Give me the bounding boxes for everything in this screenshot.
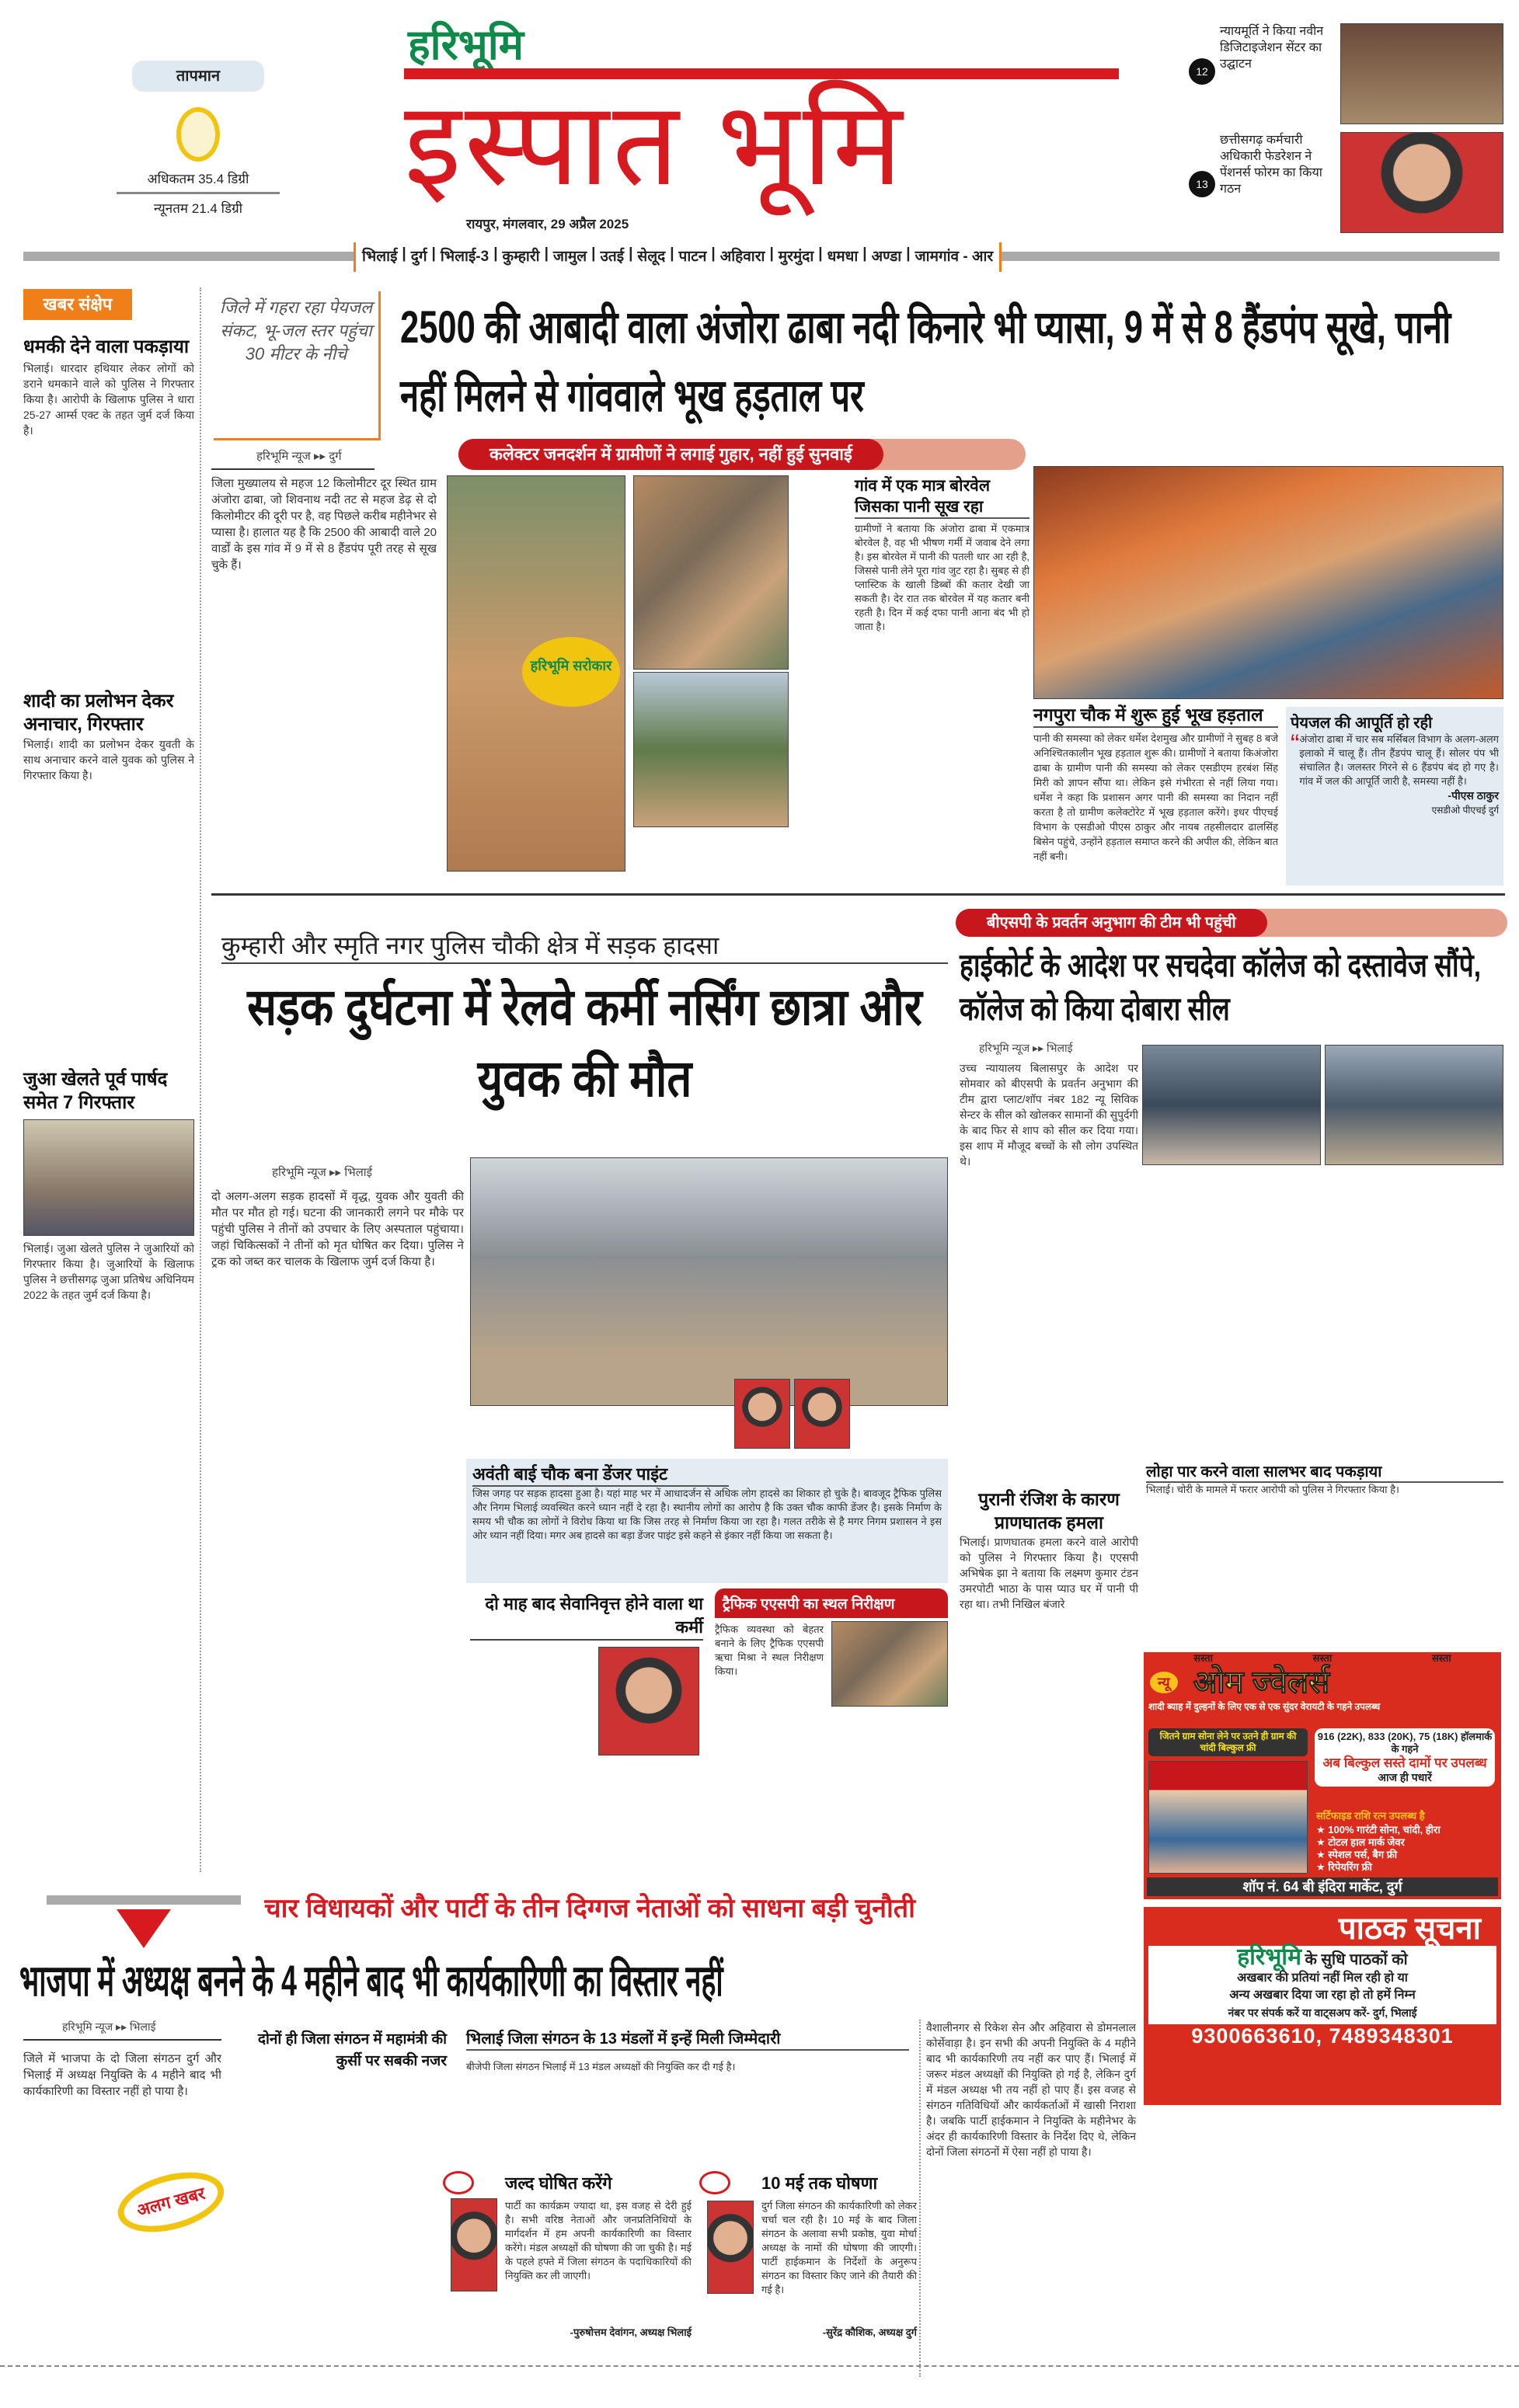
bjp-kicker: चार विधायकों और पार्टी के तीन दिग्गज नेताओं को साधना बड़ी चुनौती — [264, 1894, 915, 1923]
ad-tag: सस्ता — [1432, 1652, 1451, 1664]
brief-item[interactable] — [23, 690, 194, 1032]
brand-top: हरिभूमि — [408, 22, 524, 68]
speech-bubble-icon — [443, 2171, 474, 2194]
bjp-col2-body — [233, 2090, 447, 2167]
bjp-col3-title: भिलाई जिला संगठन के 13 मंडलों में इन्हें मिली जिम्मेदारी — [466, 2029, 909, 2051]
jewellers-ad[interactable] — [1144, 1652, 1501, 1899]
nav-separator: | — [769, 245, 774, 262]
lead-kicker — [458, 439, 1026, 470]
nav-separator: | — [862, 245, 867, 262]
official-quote-box — [1286, 707, 1503, 886]
divider — [23, 2039, 221, 2041]
brief-text: भिलाई। जुआ खेलते पुलिस ने जुआरियों को गिरफ्तार किया है। जुआरियों के खिलाफ पुलिस ने छत्तीसगढ़ जुआ प्रतिषेध अधिनियम 2022 के तहत जुर्म दर्ज किया है। — [23, 1242, 194, 1301]
teaser-page-number: 12 — [1189, 58, 1215, 85]
brand-main: इस्पात भूमि — [404, 68, 1119, 208]
ad-shop-name: ओम ज्वेलर्स — [1193, 1665, 1329, 1700]
teaser-page-number: 13 — [1189, 171, 1215, 197]
sub-body: ग्रामीणों ने बताया कि अंजोरा ढाबा में एकमात्र बोरवेल है, वह भी भीषण गर्मी में जवाब देने लगा है। इस बोरवेल में पानी की पतली धार आ रही है, जिससे पानी लेने पूरा गांव जुट रहा है। सुबह से ही प्लास्टिक के खाली डिब्बों की कतार देखी जा सकती है। देर रात तक बोरवेल में यह कतार बनी रहती है। दिन में कई दफा पानी आना बंद भी हो जाता है। — [855, 523, 1030, 632]
min-temp: न्यूनतम 21.4 डिग्री — [153, 201, 243, 216]
employee-photo — [598, 1647, 699, 1756]
lead-kicker-text: कलेक्टर जनदर्शन में ग्रामीणों ने लगाई गुहार, नहीं हुई सुनवाई — [458, 439, 883, 470]
sub-title: गांव में एक मात्र बोरवेल जिसका पानी सूख रहा — [855, 475, 1030, 519]
nav-city[interactable]: भिलाई — [362, 249, 398, 265]
divider — [211, 468, 375, 470]
hunger-strike-photo — [1033, 466, 1503, 699]
nav-city[interactable]: मुरमुंदा — [778, 249, 814, 265]
nav-city[interactable]: सेलूद — [637, 249, 666, 265]
notice-phones[interactable]: 9300663610, 7489348301 — [1191, 2024, 1454, 2048]
quote-mark-icon: “ — [1291, 729, 1300, 759]
teaser-photo — [1340, 23, 1503, 124]
speech-bubble-icon — [699, 2171, 730, 2194]
leader-quote-1 — [443, 2171, 692, 2339]
accident-scene-photo — [470, 1157, 948, 1406]
college-sub1 — [960, 1488, 1138, 1845]
nav-city[interactable]: कुम्हारी — [502, 249, 540, 265]
retiring-title: दो माह बाद सेवानिवृत्त होने वाला था कर्मी — [470, 1592, 703, 1641]
ad-offer: जितने ग्राम सोना लेने पर उतने ही ग्राम की चांदी बिल्कुल फ्री — [1148, 1728, 1308, 1756]
leader-photo — [707, 2201, 754, 2294]
brief-label: खबर संक्षेप — [23, 289, 132, 320]
notice-line: के सुधि पाठकों को — [1305, 1951, 1408, 1968]
box-body: जिस जगह पर सड़क हादसा हुआ है। यहां माह भर में आधादर्जन से अधिक लोग हादसे का शिकार हो चुके है। बावजूद ट्रैफिक पुलिस और निगम भिलाई व्यवस्थित करने ध्यान नहीं दे रहा है। स्थानीय लोगों का आरोप है कि उक्त चौक काफी डेंजर है। इसके निर्माण के समय भी चौक का लोगों ने विरोध किया था कि जिस तरह से निर्माण किया जा रहा है। गलत तरीके से है मगर निगम प्रशासन ने इस ओर ध्यान नहीं दिया। मगर अब हादसे का बड़ा डेंजर पाइंट इसे कहने से इंकार नहीं किया जा सकता है। — [472, 1488, 942, 1541]
sub-title: पुरानी रंजिश के कारण प्राणघातक हमला — [978, 1489, 1120, 1533]
teaser-photo — [1340, 132, 1503, 233]
nav-city[interactable]: दुर्ग — [410, 249, 427, 265]
bjp-col3-body: बीजेपी जिला संगठन भिलाई में 13 मंडल अध्यक्षों की नियुक्ति कर दी गई है। — [466, 2061, 736, 2072]
ad-certified: सर्टिफाइड राशि रत्न उपलब्ध है — [1316, 1810, 1425, 1822]
gamblers-photo — [23, 1119, 194, 1236]
college-byline: हरिभूमि न्यूज ▸▸ भिलाई — [979, 1042, 1073, 1054]
nav-separator: | — [493, 245, 498, 262]
shop-photo — [1148, 1761, 1308, 1874]
dateline: रायपुर, मंगलवार, 29 अप्रैल 2025 — [466, 217, 629, 231]
watermark-logo: हरिभूमि सरोकार — [522, 637, 620, 707]
nav-city[interactable]: उतई — [600, 249, 625, 265]
ad-feature: ★ स्पेशल पर्स, बैग फ्री — [1316, 1849, 1398, 1860]
notice-line: नंबर पर संपर्क करें या वाट्सअप करें- दुर्ग, भिलाई — [1228, 2006, 1417, 2019]
sub-body: पानी की समस्या को लेकर धर्मेश देशमुख और ग्रामीणों ने सुबह 8 बजे अनिश्चितकालीन भूख हड़ताल शुरू की। ग्रामीणों ने बताया किअंजोरा ढाबा के ग्रामीण पानी की समस्या को लेकर एसडीएम हरबंश सिंह मिरी को ज्ञापन सौंपा था। लेकिन इसे गंभीरता से नहीं लिया गया। धर्मेश ने कहा कि प्रशासन अगर पानी की समस्या का निदान नहीं करता है तो ग्रामीण कलेक्टोरेट में भूख हड़ताल करेंगे। इधर पीएचई विभाग के एसडीओ पीएस ठाकुर और नायब तहसीलदार ढालसिंह बिसेन पहुंचे, उन्होंने हड़ताल समाप्त करने की अपील की, लेकिन बात नहीं बनी। — [1033, 732, 1278, 862]
teaser-2[interactable] — [1189, 132, 1507, 233]
nav-separator: | — [591, 245, 596, 262]
notice-line: अखबार की प्रतियां नहीं मिल रही हो या — [1237, 1971, 1408, 1985]
accident-kicker: कुम्हारी और स्मृति नगर पुलिस चौकी क्षेत्र में सड़क हादसा — [221, 928, 948, 964]
ad-prefix: न्यू — [1150, 1672, 1178, 1693]
accident-byline: हरिभूमि न्यूज ▸▸ भिलाई — [272, 1166, 373, 1179]
bjp-col2-title: दोनों ही जिला संगठन में महामंत्री की कुर्सी पर सबकी नजर — [257, 2031, 447, 2069]
leader-photo — [451, 2198, 497, 2291]
nav-city[interactable]: धमधा — [827, 249, 859, 265]
teaser-text: न्यायमूर्ति ने किया नवीन डिजिटाइजेशन सेंटर का उद्घाटन — [1220, 25, 1324, 71]
lead-byline: हरिभूमि न्यूज ▸▸ दुर्ग — [256, 450, 342, 463]
quote-title: पेयजल की आपूर्ति हो रही — [1291, 715, 1433, 732]
box-title: अवंती बाई चौक बना डेंजर पाइंट — [472, 1462, 729, 1487]
bjp-col4-body: वैशालीनगर से रिकेश सेन और अहिवारा से डोमनलाल कोर्सेवाड़ा है। इन सभी की अपनी नियुक्ति के 4 महीने बाद भी कार्यकारिणी तय नहीं कर पाए हैं। भिलाई में जरूर मंडल अध्यक्षों की नियुक्ति हो गई है, लेकिन दुर्ग में मंडल अध्यक्ष भी तय नहीं हो पाए हैं। इस वजह से संगठन गतिविधियों और कार्यकर्ताओं में खासी निराशा है। जबकि पार्टी हाईकमान ने नियुक्ति के महीनेभर के अंदर ही कार्यकारिणी विस्तार के निर्देश दिए थे, लेकिन दोनों जिला संगठनों में ऐसा नहीं हो पाया है। — [926, 2021, 1136, 2158]
brief-text: भिलाई। शादी का प्रलोभन देकर युवती के साथ अनाचार करने वाले युवक को पुलिस ने गिरफ्तार किया है। — [23, 738, 194, 781]
college-sub2 — [1146, 1460, 1503, 1638]
nav-city[interactable]: अहिवारा — [719, 249, 765, 265]
traffic-asp-box — [715, 1589, 948, 1679]
nav-separator: | — [431, 245, 436, 262]
nav-separator: | — [544, 245, 549, 262]
college-kicker — [956, 909, 1507, 937]
nav-city[interactable]: जामगांव - आर — [915, 249, 994, 265]
sidebar-quote: जिले में गहरा रहा पेयजल संकट, भू-जल स्तर पहुंचा 30 मीटर के नीचे — [214, 291, 381, 440]
traffic-photo — [831, 1621, 948, 1707]
brief-item[interactable] — [23, 1068, 194, 1862]
brief-title: जुआ खेलते पूर्व पार्षद समेत 7 गिरफ्तार — [23, 1069, 168, 1113]
ad-feature: ★ रिपेयरिंग फ्री — [1316, 1861, 1372, 1873]
nav-city[interactable]: अण्डा — [871, 249, 902, 265]
nav-separator: | — [711, 245, 716, 262]
page-bottom-rule — [0, 2365, 1519, 2367]
nav-separator: | — [629, 245, 633, 262]
quote-body: दुर्ग जिला संगठन की कार्यकारिणी को लेकर चर्चा चल रही है। 10 मई के बाद जिला संगठन के अलावा सभी प्रकोष्ठ, युवा मोर्चा अध्यक्ष के नामों की घोषणा की जाएगी। पार्टी हाईकमान के निर्देशों के अनुरूप संगठन का विस्तार किए जाने की तैयारी की गई है। — [761, 2200, 917, 2295]
down-arrow-icon — [117, 1909, 171, 1948]
traffic-body: ट्रैफिक व्यवस्था को बेहतर बनाने के लिए ट्रैफिक एएसपी ऋचा मिश्रा ने स्थल निरीक्षण किया। — [715, 1623, 824, 1677]
brief-title: धमकी देने वाला पकड़ाया — [23, 336, 190, 357]
teaser-1[interactable] — [1189, 23, 1507, 124]
sub-title: नगपुरा चौक में शुरू हुई भूख हड़ताल — [1033, 703, 1278, 728]
quote-title: जल्द घोषित करेंगे — [505, 2173, 612, 2193]
brief-title: शादी का प्रलोभन देकर अनाचार, गिरफ्तार — [23, 691, 174, 735]
alag-khabar-badge: अलग खबर — [111, 2162, 230, 2243]
cycle-photo — [633, 475, 789, 670]
notice-line: अन्य अखबार दिया जा रहा हो तो हमें निम्न — [1229, 1989, 1416, 2002]
quote-author: -पुरुषोत्तम देवांगन, अध्यक्ष भिलाई — [570, 2326, 692, 2338]
danger-point-box — [466, 1459, 948, 1583]
nav-separator: | — [402, 245, 406, 262]
nav-city[interactable]: जामुल — [552, 249, 587, 265]
sun-icon — [176, 107, 220, 162]
lead-headline: 2500 की आबादी वाला अंजोरा ढाबा नदी किनारे भी प्यासा, 9 में से 8 हैंडपंप सूखे, पानी नहीं मिलने से गांववाले भूख हड़ताल पर — [400, 302, 1451, 421]
college-body: उच्च न्यायालय बिलासपुर के आदेश पर सोमवार को बीएसपी के प्रवर्तन अनुभाग की टीम द्वारा प्लाट/शॉप नंबर 182 न्यू सिविक सेन्टर के सील को खोलकर सामानों की सुपुर्दगी के बाद फिर से शाप को सील कर दिया गया। इस शाप में मौजूद बच्चों के सौ लोग उपस्थित थे। — [960, 1062, 1138, 1167]
college-photo-1 — [1142, 1045, 1321, 1165]
victim-photo — [734, 1379, 790, 1449]
section-divider — [211, 893, 1505, 896]
quote-body: पार्टी का कार्यक्रम ज्यादा था, इस वजह से देरी हुई है। सभी वरिष्ठ नेताओं और जनप्रतिनिधियों के मार्गदर्शन में हम अपनी कार्यकारिणी का विस्तार करेंगे। मंडल अध्यक्षों की घोषणा की जा चुकी है। मई के पहले हफ्ते में जिला संगठन के पदाधिकारियों की नियुक्ति कर ली जाएगी। — [505, 2200, 692, 2281]
column-divider — [919, 2020, 921, 2377]
sub-body: भिलाई। प्राणघातक हमला करने वाले आरोपी को पुलिस ने गिरफ्तार किया है। एएसपी अभिषेक झा ने बताया कि लक्ष्मण कुमार टंडन उमरपोटी भाठा के पास प्याउ घर में पानी पी रहा था। तभी निखिल बंजारे — [960, 1536, 1138, 1610]
lead-sub2 — [1033, 703, 1278, 890]
nav-city[interactable]: भिलाई-3 — [440, 249, 489, 265]
nav-separator: | — [670, 245, 674, 262]
ad-feature: ★ 100% गारंटी सोना, चांदी, हीरा — [1316, 1824, 1441, 1836]
city-nav — [354, 242, 1002, 272]
bjp-body: जिले में भाजपा के दो जिला संगठन दुर्ग और भिलाई में अध्यक्ष नियुक्ति के 4 महीने बाद भी कार्यकारिणी का विस्तार नहीं हो पाया है। — [23, 2052, 221, 2098]
ad-tag: सस्ता — [1193, 1652, 1213, 1664]
weather-box — [117, 61, 280, 239]
traffic-title: ट्रैफिक एएसपी का स्थल निरीक्षण — [715, 1589, 948, 1618]
quote-title: 10 मई तक घोषणा — [761, 2173, 878, 2193]
lead-body: जिला मुख्यालय से महज 12 किलोमीटर दूर स्थित ग्राम अंजोरा ढाबा, जो शिवनाथ नदी तट से महज डेढ़ से दो किलोमीटर की दूरी पर है, वह पिछले करीब महीनेभर से प्यासा है। हालात यह है कि 2500 की आबादी वाले 20 वार्डों के इस गांव में 9 में से 8 हैंडपंप पूरी तरह से सूख चुके हैं। — [211, 477, 437, 572]
notice-brand: हरिभूमि — [1237, 1944, 1302, 1970]
brief-item[interactable] — [23, 334, 194, 656]
notice-title: पाठक सूचना — [1338, 1912, 1481, 1946]
college-photo-2 — [1325, 1045, 1503, 1165]
ad-price: अब बिल्कुल सस्ते दामों पर उपलब्ध — [1322, 1756, 1487, 1770]
ad-feature: ★ टोटल हाल मार्क जेवर — [1316, 1836, 1405, 1848]
max-temp: अधिकतम 35.4 डिग्री — [117, 169, 280, 194]
lead-sub1 — [855, 475, 1030, 879]
column-divider — [200, 287, 201, 1872]
chevron-icon — [47, 1895, 241, 1905]
ad-visit: आज ही पधारें — [1378, 1771, 1432, 1783]
nav-separator: | — [818, 245, 823, 262]
quote-body: अंजोरा ढाबा में चार सब मर्सिबल विभाग के अलग-अलग इलाको में चालू हैं। तीन हैंडपंप चालू हैं। सोलर पंप भी संचालित है। जलस्तर गिरने से 6 हैंडपंप बंद हो गए है। गांव में जल की आपूर्ति जारी है, समस्या नहीं है। — [1299, 733, 1499, 787]
accident-body: दो अलग-अलग सड़क हादसों में वृद्ध, युवक और युवती की मौत पर मौत हो गई। घटना की जानकारी लगने पर मौके पर पहुंची पुलिस ने तीनों को उपचार के लिए अस्पताल पहुंचाया। जहां चिकित्सकों ने तीनों को मृत घोषित कर दिया। पुलिस ने ट्रक को जब्त कर चालक के खिलाफ जुर्म दर्ज किया है। — [211, 1190, 464, 1268]
weather-label: तापमान — [132, 61, 264, 92]
ad-address: शॉप नं. 64 बी इंदिरा मार्केट, दुर्ग — [1147, 1877, 1498, 1896]
bjp-headline: भाजपा में अध्यक्ष बनने के 4 महीने बाद भी कार्यकारिणी का विस्तार नहीं — [19, 1956, 723, 2005]
nav-city[interactable]: पाटन — [678, 249, 707, 265]
ad-tagline: शादी ब्याह में दुल्हनों के लिए एक से एक सुंदर वेरायटी के गहने उपलब्ध — [1148, 1701, 1381, 1712]
street-photo — [633, 672, 789, 827]
ad-hallmark: 916 (22K), 833 (20K), 75 (18K) हॉलमार्क के गहने — [1317, 1731, 1493, 1755]
college-headline: हाईकोर्ट के आदेश पर सचदेवा कॉलेज को दस्तावेज सौंपे, कॉलेज को किया दोबारा सील — [960, 947, 1482, 1027]
quote-role: एसडीओ पीएचई दुर्ग — [1431, 805, 1499, 816]
victim-photo — [794, 1379, 850, 1449]
quote-author: -सुरेंद्र कौशिक, अध्यक्ष दुर्ग — [822, 2326, 917, 2338]
nav-separator: | — [906, 245, 911, 262]
bjp-byline: हरिभूमि न्यूज ▸▸ भिलाई — [62, 2020, 156, 2033]
ad-tag: सस्ता — [1312, 1652, 1333, 1664]
quote-author: -पीएस ठाकुर — [1448, 789, 1499, 802]
brief-text: भिलाई। धारदार हथियार लेकर लोगों को डराने धमकाने वाले को पुलिस ने गिरफ्तार किया है। आरोपी के खिलाफ पुलिस ने धारा 25-27 आर्म्स एक्ट के तहत जुर्म दर्ज किया है। — [23, 362, 194, 437]
sub-title: लोहा पार करने वाला सालभर बाद पकड़ाया — [1146, 1460, 1503, 1483]
sub-body: भिलाई। चोरी के मामले में फरार आरोपी को पुलिस ने गिरफ्तार किया है। — [1146, 1484, 1399, 1495]
leader-quote-2 — [699, 2171, 917, 2339]
teaser-text: छत्तीसगढ़ कर्मचारी अधिकारी फेडरेशन ने पेंशनर्स फोरम का किया गठन — [1220, 134, 1322, 196]
accident-headline: सड़क दुर्घटना में रेलवे कर्मी नर्सिंग छात्रा और युवक की मौत — [247, 978, 922, 1107]
reader-notice-ad[interactable] — [1144, 1907, 1501, 2105]
college-kicker-text: बीएसपी के प्रवर्तन अनुभाग की टीम भी पहुंची — [956, 909, 1267, 937]
